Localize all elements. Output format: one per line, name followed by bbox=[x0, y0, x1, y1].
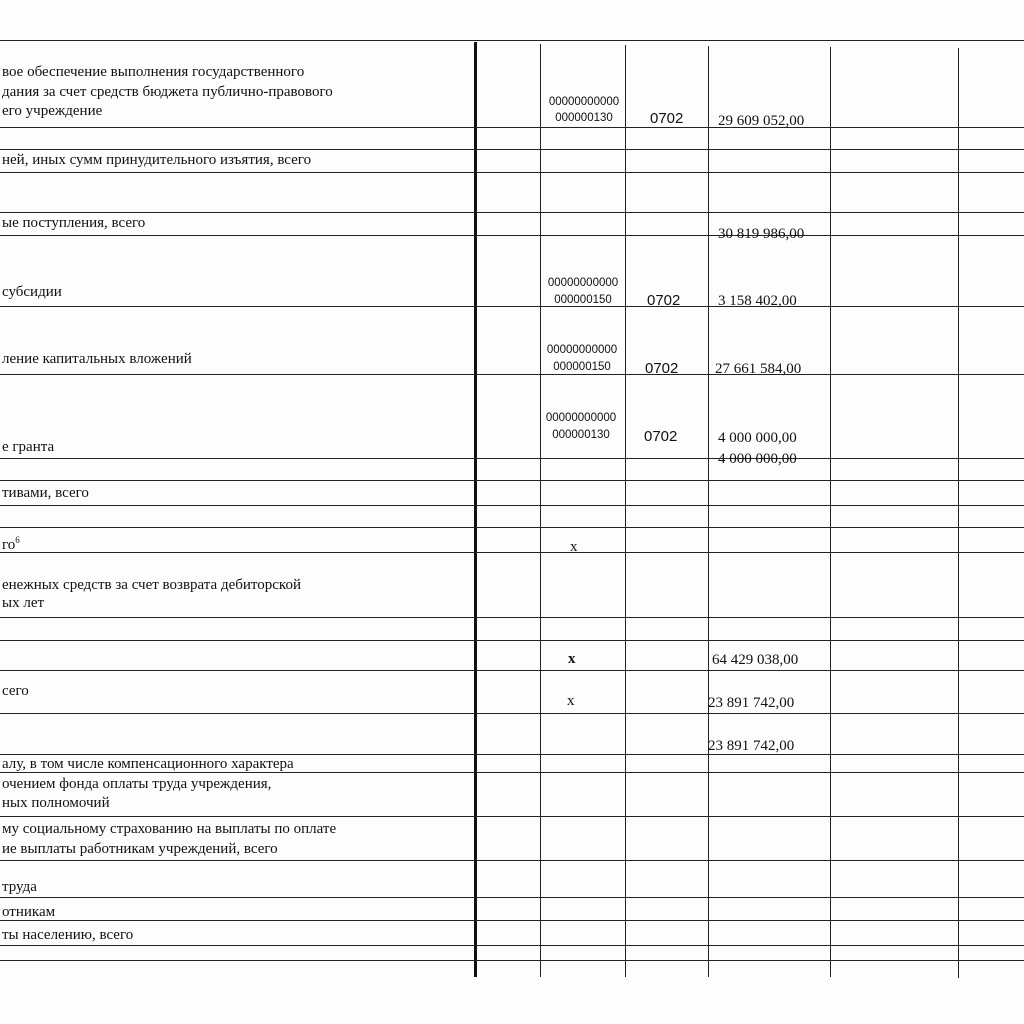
amount-value: 64 429 038,00 bbox=[712, 652, 799, 668]
row-line bbox=[0, 480, 1024, 481]
row-label: очением фонда оплаты труда учреждения, bbox=[2, 776, 272, 792]
row-label-text: го bbox=[2, 537, 16, 553]
column-divider-2 bbox=[625, 45, 626, 977]
row-label: енежных средств за счет возврата дебиторской bbox=[2, 577, 301, 593]
kbk-code: 0702 bbox=[644, 428, 678, 445]
row-line bbox=[0, 374, 1024, 375]
not-applicable-mark: х bbox=[568, 651, 576, 667]
row-label: дания за счет средств бюджета публично-правового bbox=[2, 84, 333, 100]
row-line bbox=[0, 713, 1024, 714]
not-applicable-mark: х bbox=[570, 539, 578, 555]
column-divider-1 bbox=[540, 44, 541, 977]
row-line bbox=[0, 617, 1024, 618]
row-line bbox=[0, 960, 1024, 961]
kbk-code: 0702 bbox=[650, 110, 684, 127]
row-line bbox=[0, 945, 1024, 946]
row-line bbox=[0, 172, 1024, 173]
amount-value: 3 158 402,00 bbox=[718, 293, 797, 309]
amount-value: 23 891 742,00 bbox=[708, 695, 795, 711]
row-label: ые поступления, всего bbox=[2, 215, 146, 231]
amount-value: 4 000 000,00 bbox=[718, 430, 797, 446]
row-label: алу, в том числе компенсационного характера bbox=[2, 756, 294, 772]
row-label: субсидии bbox=[2, 284, 62, 300]
row-line bbox=[0, 149, 1024, 150]
amount-value: 29 609 052,00 bbox=[718, 113, 805, 129]
not-applicable-mark: х bbox=[567, 693, 575, 709]
budget-code: 00000000000 bbox=[548, 96, 620, 108]
column-divider-5 bbox=[958, 48, 959, 978]
row-line bbox=[0, 306, 1024, 307]
column-divider-main bbox=[474, 42, 477, 977]
row-label: ие выплаты работникам учреждений, всего bbox=[2, 841, 278, 857]
row-label: ней, иных сумм принудительного изъятия, всего bbox=[2, 152, 312, 168]
row-label: му социальному страхованию на выплаты по оплате bbox=[2, 821, 337, 837]
row-line bbox=[0, 212, 1024, 213]
amount-value: 27 661 584,00 bbox=[715, 361, 802, 377]
row-label: ление капитальных вложений bbox=[2, 351, 192, 367]
row-line bbox=[0, 127, 1024, 128]
budget-code: 000000150 bbox=[553, 361, 611, 373]
budget-code: 00000000000 bbox=[547, 277, 619, 289]
budget-code: 00000000000 bbox=[545, 412, 617, 424]
row-line bbox=[0, 527, 1024, 528]
row-label: отникам bbox=[2, 904, 56, 920]
row-label: вое обеспечение выполнения государственного bbox=[2, 64, 305, 80]
row-line bbox=[0, 458, 1024, 459]
row-line bbox=[0, 897, 1024, 898]
row-line bbox=[0, 552, 1024, 553]
footnote-marker: 6 bbox=[15, 535, 20, 545]
row-line bbox=[0, 816, 1024, 817]
kbk-code: 0702 bbox=[645, 360, 679, 377]
kbk-code: 0702 bbox=[647, 292, 681, 309]
budget-code: 00000000000 bbox=[546, 344, 618, 356]
row-line bbox=[0, 640, 1024, 641]
row-label: труда bbox=[2, 879, 37, 895]
row-label: сего bbox=[2, 683, 29, 699]
row-line bbox=[0, 860, 1024, 861]
row-label bbox=[2, 531, 20, 554]
budget-code: 000000150 bbox=[554, 294, 612, 306]
amount-value: 30 819 986,00 bbox=[718, 226, 805, 242]
column-divider-4 bbox=[830, 47, 831, 977]
row-line bbox=[0, 505, 1024, 506]
row-label: тивами, всего bbox=[2, 485, 89, 501]
budget-code: 000000130 bbox=[552, 429, 610, 441]
row-label: ты населению, всего bbox=[2, 927, 134, 943]
column-divider-3 bbox=[708, 46, 709, 977]
budget-code: 000000130 bbox=[555, 112, 613, 124]
amount-value: 4 000 000,00 bbox=[718, 451, 797, 467]
row-line bbox=[0, 670, 1024, 671]
amount-value: 23 891 742,00 bbox=[708, 738, 795, 754]
row-line bbox=[0, 235, 1024, 236]
row-label: его учреждение bbox=[2, 103, 103, 119]
row-line bbox=[0, 40, 1024, 41]
row-label: ных полномочий bbox=[2, 795, 110, 811]
row-line bbox=[0, 920, 1024, 921]
row-label: ых лет bbox=[2, 595, 45, 611]
row-label: е гранта bbox=[2, 439, 55, 455]
